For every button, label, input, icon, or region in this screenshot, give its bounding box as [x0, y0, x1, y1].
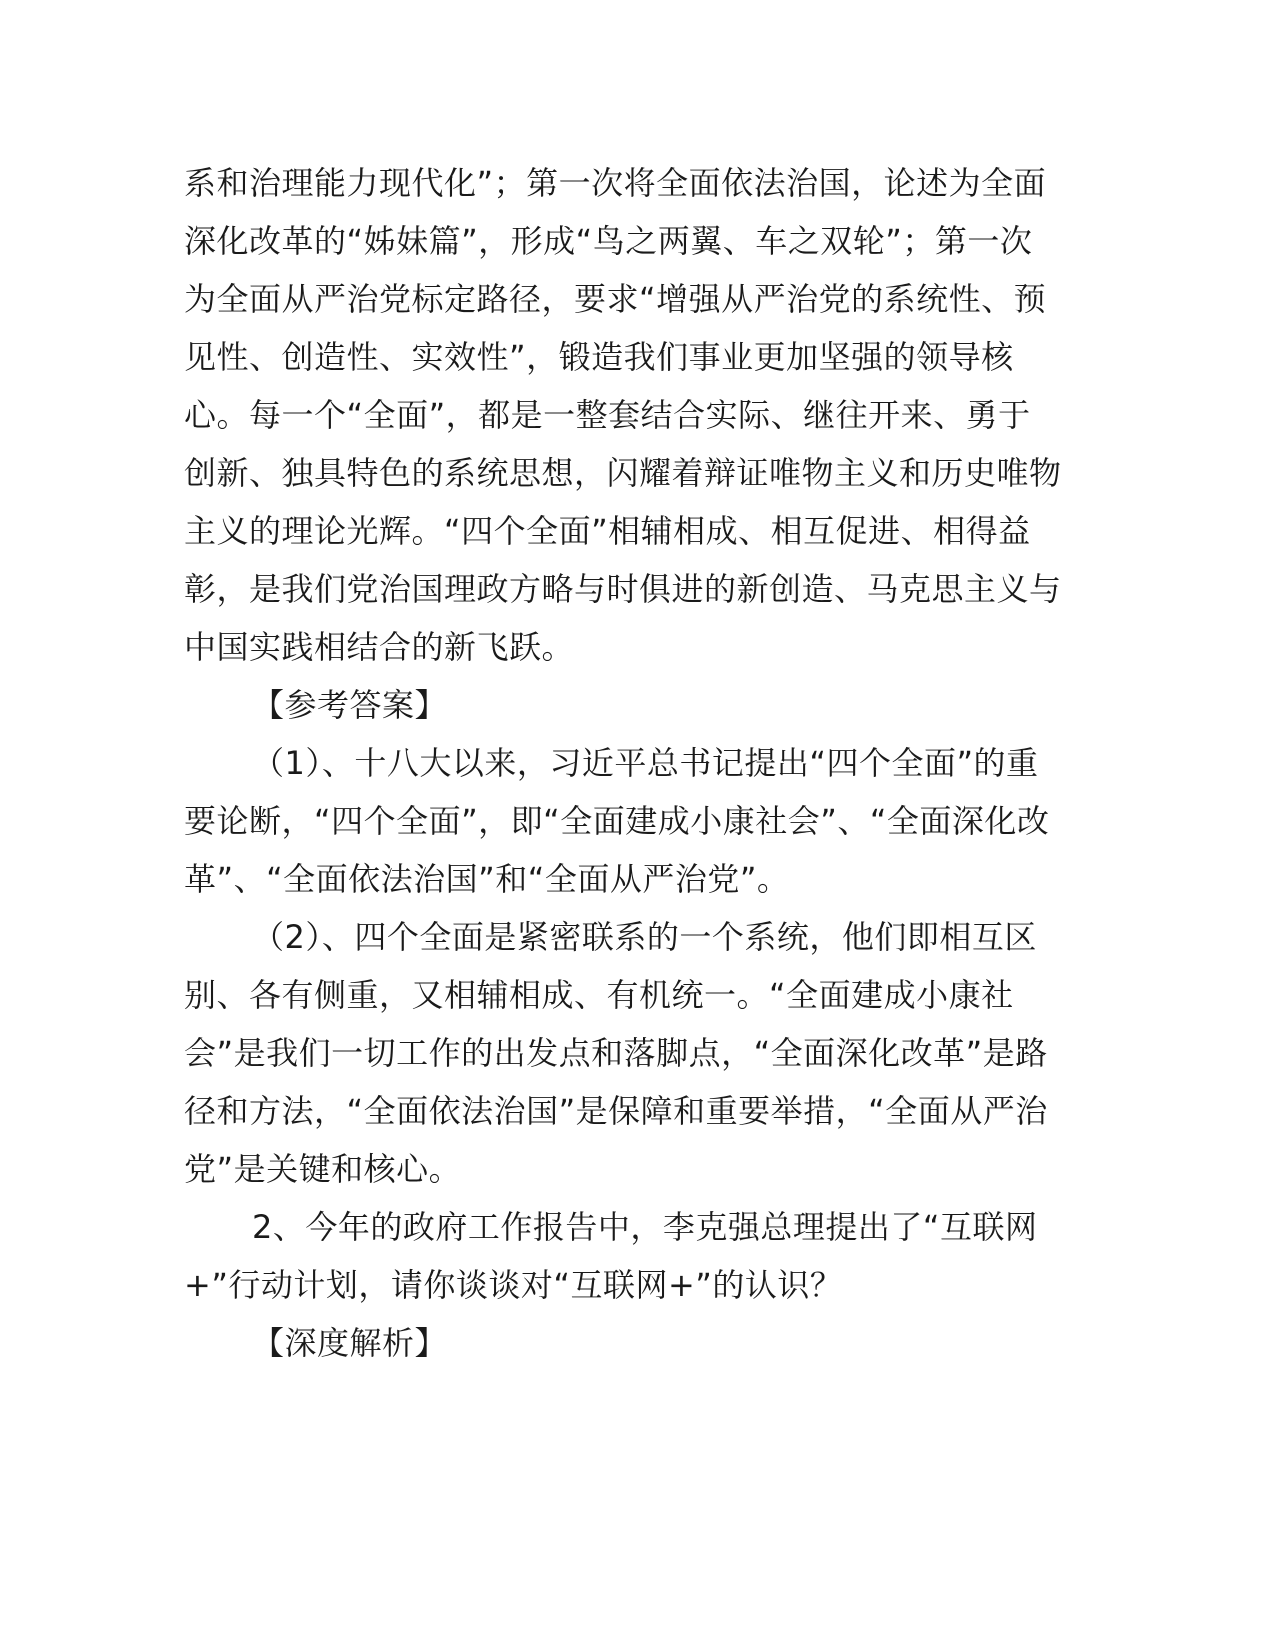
text-line: 见性、创造性、实效性”，锻造我们事业更加坚强的领导核: [184, 338, 1014, 376]
document-body: [184, 154, 1090, 1372]
text-line: 主义的理论光辉。“四个全面”相辅相成、相互促进、相得益: [184, 512, 1031, 550]
text-line: 创新、独具特色的系统思想，闪耀着辩证唯物主义和历史唯物: [184, 454, 1062, 492]
text-line: 别、各有侧重，又相辅相成、有机统一。“全面建成小康社: [184, 976, 1014, 1014]
question-2: [184, 1198, 1090, 1314]
paragraph-four-comprehensives-summary: [184, 154, 1090, 676]
answer-point-2: [184, 908, 1090, 1198]
text-line: 党”是关键和核心。: [184, 1150, 462, 1188]
text-line: 要论断，“四个全面”，即“全面建成小康社会”、“全面深化改: [184, 802, 1050, 840]
text-line: （1）、十八大以来，习近平总书记提出“四个全面”的重: [252, 744, 1039, 782]
text-line: 会”是我们一切工作的出发点和落脚点，“全面深化改革”是路: [184, 1034, 1048, 1072]
text-line: 深化改革的“姊妹篇”，形成“鸟之两翼、车之双轮”；第一次: [184, 222, 1033, 260]
text-line: 心。每一个“全面”，都是一整套结合实际、继往开来、勇于: [184, 396, 1031, 434]
heading-deep-analysis: 【深度解析】: [252, 1324, 448, 1362]
text-line: 为全面从严治党标定路径，要求“增强从严治党的系统性、预: [184, 280, 1047, 318]
text-line: 径和方法，“全面依法治国”是保障和重要举措，“全面从严治: [184, 1092, 1048, 1130]
text-line: +”行动计划，请你谈谈对“互联网+”的认识？: [184, 1266, 843, 1304]
text-line: 革”、“全面依法治国”和“全面从严治党”。: [184, 860, 790, 898]
text-line: 2、今年的政府工作报告中，李克强总理提出了“互联网: [252, 1208, 1038, 1246]
answer-point-1: [184, 734, 1090, 908]
text-line: 彰，是我们党治国理政方略与时俱进的新创造、马克思主义与: [184, 570, 1062, 608]
text-line: 系和治理能力现代化”；第一次将全面依法治国，论述为全面: [184, 164, 1047, 202]
text-line: 中国实践相结合的新飞跃。: [184, 628, 575, 666]
text-line: （2）、四个全面是紧密联系的一个系统，他们即相互区: [252, 918, 1037, 956]
heading-reference-answer: 【参考答案】: [252, 686, 448, 724]
